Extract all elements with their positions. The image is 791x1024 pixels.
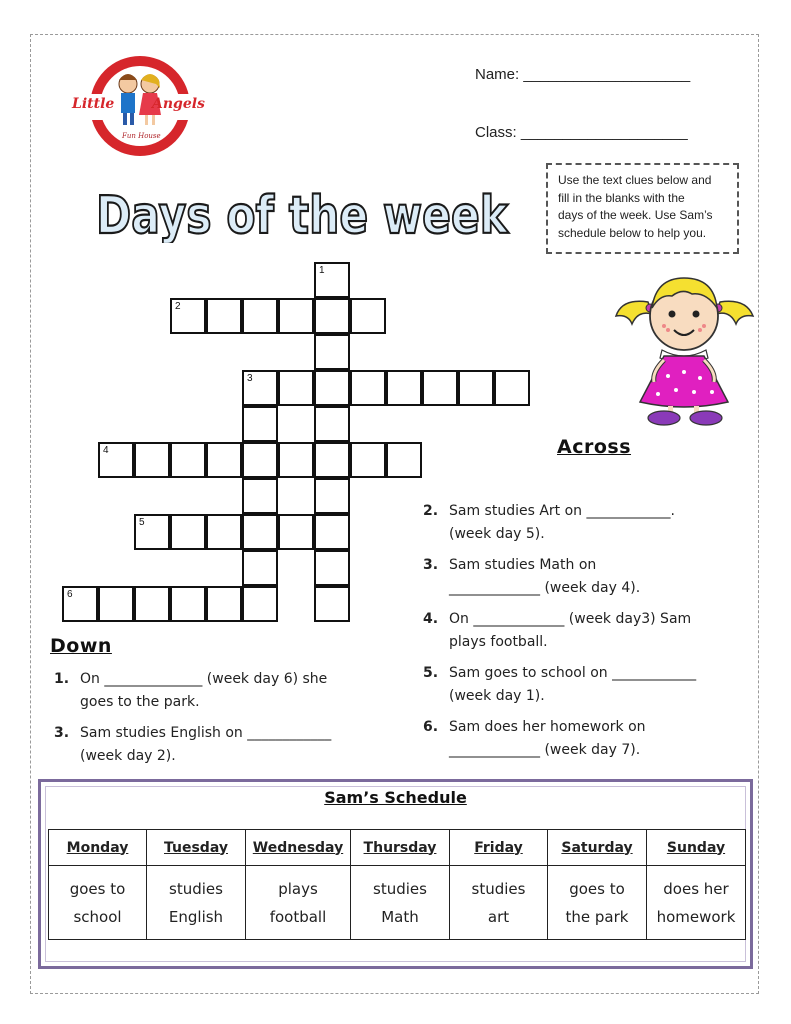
- logo-word-right: Angels: [152, 96, 205, 112]
- girl-illustration-icon: [612, 268, 757, 428]
- crossword-clue-number: 6: [67, 589, 73, 600]
- crossword-clue-number: 5: [139, 517, 145, 528]
- clue-line: Sam studies English on ____________: [80, 725, 332, 741]
- crossword-cell[interactable]: [314, 586, 350, 622]
- crossword-cell[interactable]: [206, 514, 242, 550]
- schedule-header-row: [49, 830, 746, 866]
- schedule-activity-cell: [351, 866, 450, 940]
- clue-text: [449, 554, 640, 600]
- clue-text: [449, 608, 691, 654]
- instructions-line: Use the text clues below and: [558, 173, 712, 187]
- clue-line: goes to the park.: [80, 694, 200, 710]
- logo-word-left: Little: [72, 96, 115, 112]
- crossword-cell[interactable]: [314, 262, 350, 298]
- crossword-cell[interactable]: [206, 298, 242, 334]
- activity-line: football: [269, 907, 327, 926]
- crossword-cell[interactable]: [206, 442, 242, 478]
- schedule-activity-cell: [49, 866, 147, 940]
- crossword-cell[interactable]: [242, 550, 278, 586]
- instructions-line: days of the week. Use Sam’s: [558, 208, 713, 222]
- crossword-cell[interactable]: [242, 370, 278, 406]
- schedule-activity-cell: [450, 866, 548, 940]
- crossword-cell[interactable]: [350, 298, 386, 334]
- crossword-cell[interactable]: [134, 586, 170, 622]
- clue-line: (week day 2).: [80, 748, 176, 764]
- schedule-day-header: Monday: [49, 830, 147, 866]
- activity-line: homework: [656, 907, 736, 926]
- clue-line: (week day 1).: [449, 688, 545, 704]
- activity-line: goes to: [69, 879, 126, 898]
- crossword-cell[interactable]: [278, 370, 314, 406]
- clue-number: 6.: [423, 719, 439, 735]
- schedule-activity-cell: [647, 866, 746, 940]
- crossword-cell[interactable]: [62, 586, 98, 622]
- crossword-cell[interactable]: [242, 406, 278, 442]
- clue-line: Sam does her homework on: [449, 719, 646, 735]
- schedule-activity-cell: [147, 866, 246, 940]
- instructions-line: fill in the blanks with the: [558, 190, 685, 205]
- clue-line: (week day 5).: [449, 526, 545, 542]
- activity-line: plays: [278, 879, 318, 898]
- activity-line: art: [487, 907, 510, 926]
- clue-line: Sam studies Math on: [449, 557, 597, 573]
- instructions-line: schedule below to help you.: [558, 225, 707, 240]
- logo-subtitle: Fun House: [122, 132, 161, 140]
- schedule-activity-cell: [246, 866, 351, 940]
- schedule-day-header: Saturday: [548, 830, 647, 866]
- crossword-cell[interactable]: [494, 370, 530, 406]
- activity-line: English: [168, 907, 224, 926]
- across-clue: [423, 500, 763, 548]
- crossword-cell[interactable]: [242, 514, 278, 550]
- crossword-cell[interactable]: [98, 586, 134, 622]
- schedule-day-header: Wednesday: [246, 830, 351, 866]
- crossword-cell[interactable]: [386, 442, 422, 478]
- activity-line: the park: [565, 907, 629, 926]
- crossword-cell[interactable]: [350, 442, 386, 478]
- clue-line: _____________ (week day 7).: [449, 742, 641, 758]
- activity-line: does her: [663, 879, 729, 898]
- crossword-cell[interactable]: [314, 298, 350, 334]
- down-clue: [54, 722, 394, 770]
- clue-number: 2.: [423, 503, 439, 519]
- clue-line: Sam goes to school on ____________: [449, 665, 697, 681]
- instructions-box: [546, 163, 739, 254]
- crossword-cell[interactable]: [134, 514, 170, 550]
- clue-line: Sam studies Art on ____________.: [449, 503, 675, 519]
- clue-number: 3.: [54, 725, 70, 741]
- crossword-cell[interactable]: [170, 442, 206, 478]
- page-title-text: Days of the week: [96, 186, 510, 243]
- crossword-cell[interactable]: [314, 550, 350, 586]
- little-angels-logo: [70, 50, 210, 162]
- crossword-cell[interactable]: [242, 478, 278, 514]
- clue-line: plays football.: [449, 634, 548, 650]
- crossword-cell[interactable]: [386, 370, 422, 406]
- crossword-cell[interactable]: [314, 478, 350, 514]
- crossword-cell[interactable]: [422, 370, 458, 406]
- schedule-day-header: Thursday: [351, 830, 450, 866]
- activity-line: studies: [471, 879, 526, 898]
- crossword-cell[interactable]: [314, 406, 350, 442]
- across-clue: [423, 662, 763, 710]
- name-field[interactable]: Name: ____________________: [475, 66, 691, 83]
- schedule-activity-cell: [548, 866, 647, 940]
- clue-number: 1.: [54, 671, 70, 687]
- crossword-cell[interactable]: [350, 370, 386, 406]
- schedule-box: [38, 779, 753, 969]
- crossword-clue-number: 2: [175, 301, 181, 312]
- crossword-cell[interactable]: [314, 334, 350, 370]
- down-heading: Down: [50, 635, 112, 657]
- crossword-cell[interactable]: [278, 442, 314, 478]
- class-field[interactable]: Class: ____________________: [475, 124, 688, 141]
- clue-text: [80, 722, 331, 768]
- crossword-cell[interactable]: [134, 442, 170, 478]
- clue-line: On ______________ (week day 6) she: [80, 671, 328, 687]
- clue-text: [449, 662, 696, 708]
- across-heading: Across: [557, 436, 632, 458]
- activity-line: goes to: [569, 879, 625, 898]
- activity-line: studies: [169, 879, 223, 898]
- crossword-cell[interactable]: [170, 586, 206, 622]
- crossword-clue-number: 1: [319, 265, 325, 276]
- crossword-cell[interactable]: [170, 298, 206, 334]
- clue-text: [449, 500, 675, 546]
- clue-line: _____________ (week day 4).: [449, 580, 641, 596]
- clue-line: On _____________ (week day3) Sam: [449, 611, 692, 627]
- crossword-cell[interactable]: [314, 442, 350, 478]
- crossword-cell[interactable]: [98, 442, 134, 478]
- crossword-cell[interactable]: [278, 298, 314, 334]
- activity-line: school: [73, 907, 122, 926]
- across-clue: [423, 608, 763, 656]
- activity-line: studies: [373, 879, 427, 898]
- schedule-day-header: Friday: [450, 830, 548, 866]
- crossword-cell[interactable]: [314, 514, 350, 550]
- page-title: [92, 183, 512, 243]
- schedule-day-header: Tuesday: [147, 830, 246, 866]
- crossword-cell[interactable]: [242, 586, 278, 622]
- crossword-cell[interactable]: [278, 514, 314, 550]
- clue-number: 4.: [423, 611, 439, 627]
- schedule-activity-row: [49, 866, 746, 940]
- crossword-cell[interactable]: [206, 586, 242, 622]
- crossword-cell[interactable]: [170, 514, 206, 550]
- crossword-cell[interactable]: [242, 298, 278, 334]
- clue-number: 5.: [423, 665, 439, 681]
- activity-line: Math: [381, 907, 419, 926]
- across-clue: [423, 554, 763, 602]
- clue-number: 3.: [423, 557, 439, 573]
- crossword-cell[interactable]: [314, 370, 350, 406]
- crossword-clue-number: 4: [103, 445, 109, 456]
- clue-text: [449, 716, 646, 762]
- across-clue: [423, 716, 763, 764]
- schedule-title: Sam’s Schedule: [324, 788, 467, 807]
- crossword-cell[interactable]: [458, 370, 494, 406]
- schedule-table: [48, 829, 746, 940]
- clue-text: [80, 668, 327, 714]
- crossword-clue-number: 3: [247, 373, 253, 384]
- down-clue: [54, 668, 394, 716]
- crossword-cell[interactable]: [242, 442, 278, 478]
- schedule-day-header: Sunday: [647, 830, 746, 866]
